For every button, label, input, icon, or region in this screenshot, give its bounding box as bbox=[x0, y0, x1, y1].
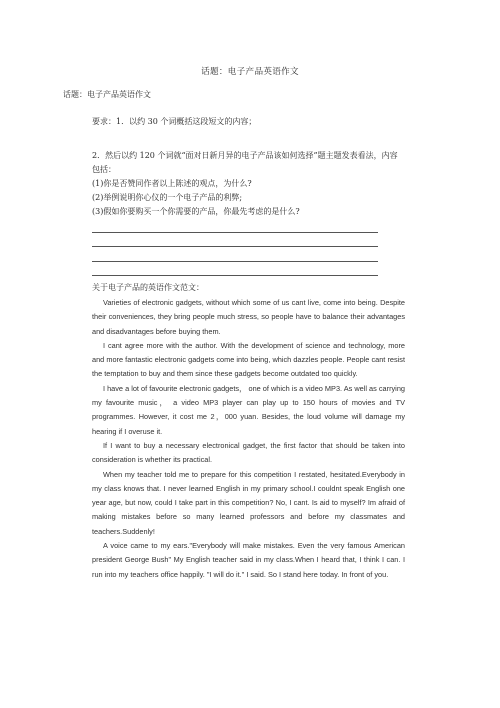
writing-line bbox=[92, 261, 378, 262]
essay-heading: 关于电子产品的英语作文范文： bbox=[92, 283, 204, 292]
essay-paragraph: A voice came to my ears."Everybody will make mistakes. Even the very famous American president George Bush" My English teacher said in my class.When I heard that, I think I can. I run into my teachers office happily. "I will do it." I said. So I stand here today. In front of you. bbox=[92, 541, 405, 579]
essay-paragraph: Varieties of electronic gadgets, without which some of us cant live, come into being. Despite their conveniences, they bring people much stress, so people have to balance their advantages and disadvantages before buying them. bbox=[92, 298, 405, 336]
question-2: (2)举例说明你心仪的一个电子产品的利弊; bbox=[92, 193, 243, 202]
writing-line bbox=[92, 275, 378, 276]
topic-line: 话题：电子产品英语作文 bbox=[63, 90, 151, 99]
essay-paragraph: When my teacher told me to prepare for this competition I restated, hesitated.Everybody in my class knows that. I never learned English in my primary school.I couldnt speak English one year age, but now, could I take part in this competition? No, I cant. Is aid to myself? Im afraid of making mistakes before so many learned professors and before my classmates and teachers.Suddenly! bbox=[92, 469, 405, 536]
question-1: (1)你是否赞同作者以上陈述的观点，为什么? bbox=[92, 179, 252, 188]
essay-paragraph: I cant agree more with the author. With the development of science and technology, more and more fantastic electronic gadgets come into being, which dazzles people. People cant resist the temptation to buy and them since these gadgets become outdated too quickly. bbox=[92, 340, 405, 379]
essay-body bbox=[92, 296, 405, 582]
requirement-2-continued: 包括： bbox=[92, 165, 116, 174]
document-title: 话题：电子产品英语作文 bbox=[201, 67, 299, 77]
writing-line bbox=[92, 232, 378, 233]
question-3: (3)假如你要购买一个你需要的产品，你最先考虑的是什么? bbox=[92, 207, 300, 216]
writing-line bbox=[92, 246, 378, 247]
requirement-1: 要求：1．以约 30 个词概括这段短文的内容； bbox=[92, 117, 257, 126]
essay-paragraph: If I want to buy a necessary electronical gadget, the first factor that should be taken into consideration is whether its practical. bbox=[92, 440, 405, 465]
requirement-2: 2．然后以约 120 个词就“面对日新月异的电子产品该如何选择”题主题发表看法，内容 bbox=[92, 151, 398, 160]
essay-paragraph: I have a lot of favourite electronic gadgets， one of which is a video MP3. As well as carrying my favourite music， a video MP3 player can play up to 150 hours of movies and TV programmes. However, it cost me 2，000 yuan. Besides, the loud volume will damage my hearing if I overuse it. bbox=[92, 383, 405, 436]
